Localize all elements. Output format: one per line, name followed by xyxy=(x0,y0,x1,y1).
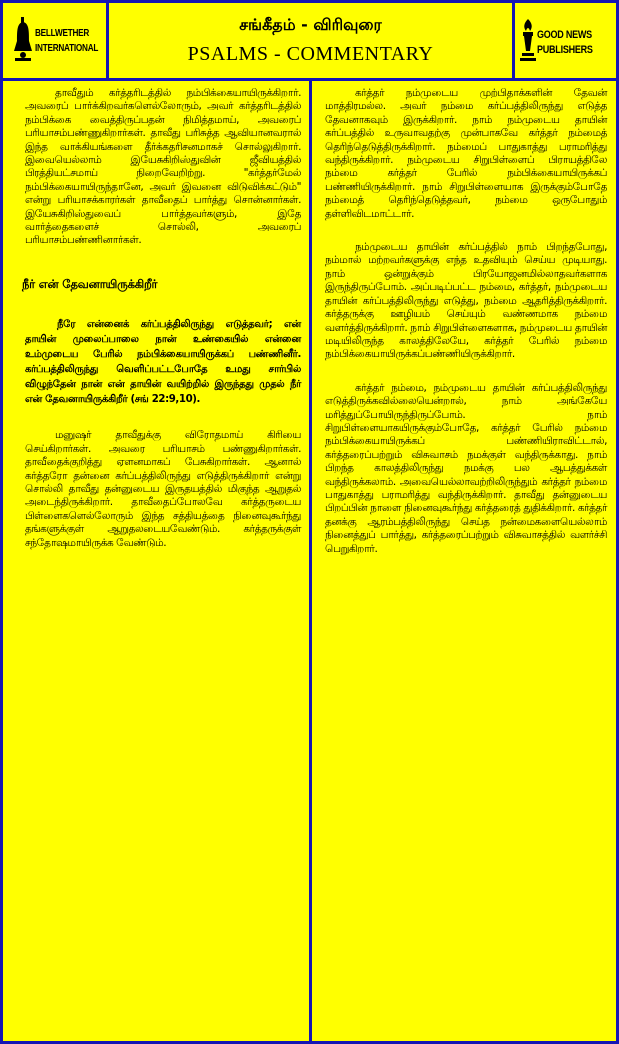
page-title-english: PSALMS - COMMENTARY xyxy=(187,43,434,65)
bellwether-logo-line2: INTERNATIONAL xyxy=(35,43,99,54)
left-column xyxy=(22,87,301,550)
good-news-logo xyxy=(512,3,616,78)
page-title-tamil: சங்கீதம் - விரிவுரை xyxy=(239,15,382,34)
scripture-quote: நீரே என்னைக் கர்ப்பத்திலிருந்து எடுத்தவர்; என் தாயின் முலைப்பாலை நான் உண்கையில் என்னை உம்முடைய பேரில் நம்பிக்கையாயிருக்கப் பண்ணினீர். கர்ப்பத்திலிருந்து வெளிப்பட்டபோதே உமது சார்பில் விழுந்தேன் நான் என் தாயின் வயிற்றில் இருந்தது முதல் நீர் என் தேவனாயிருக்கிறீர் (சங் 22:9,10). xyxy=(25,319,301,406)
left-paragraph-2: மனுஷர் தாவீதுக்கு விரோதமாய் கிரியை செய்கிறார்கள். அவரை பரியாசம் பண்ணுகிறார்கள். தாவீதைக்குறித்து ஏளனமாகப் பேசுகிறார்கள். ஆனால் கர்த்தரோ தன்னை கர்ப்பத்திலிருந்து எடுத்திருக்கிறார் என்று சொல்லி தாவீது தன்னுடைய இருதயத்தில் மிகுந்த ஆறுதல் அடைந்திருக்கிறார். தாவீதைப்போலவே கர்த்தருடைய பிள்ளைகளெல்லோரும் இந்த சத்தியத்தை நினைவுகூர்ந்து தங்களுக்குள் ஆறுதலடையவேண்டும். கர்த்தருக்குள் சந்தோஷமாயிருக்க வேண்டும். xyxy=(25,429,301,549)
bellwether-logo-line1: BELLWETHER xyxy=(35,28,90,39)
section-heading: நீர் என் தேவனாயிருக்கிறீர் xyxy=(22,276,158,291)
torch-icon xyxy=(520,19,536,61)
right-column xyxy=(325,87,607,556)
bellwether-logo xyxy=(3,3,109,78)
good-news-logo-line1: GOOD NEWS xyxy=(537,29,592,41)
page-header xyxy=(3,3,616,81)
right-paragraph-1: கர்த்தர் நம்முடைய முற்பிதாக்களின் தேவன் மாத்திரமல்ல. அவர் நம்மை கர்ப்பத்திலிருந்து எடுத்த தேவனாகவும் இருக்கிறார். நாம் நம்முடைய தாயின் கர்ப்பத்தில் உருவாவதற்கு முன்பாகவே கர்த்தர் நம்மைத் தெரிந்தெடுத்திருக்கிறார். நம்மைப் பாதுகாத்து பராமரித்து வந்திருக்கிறார். நம்முடைய சிறுபிள்ளைப் பிராயத்திலே நம்மை கர்த்தர் பேரில் நம்பிக்கையாயிருக்கப் பண்ணியிருக்கிறார். நாம் சிறுபிள்ளையாக இருக்கும்போதே நம்மைத் தெரிந்தெடுத்தவர், நம்மை ஒருபோதும் தள்ளிவிடமாட்டார். xyxy=(325,87,607,220)
bell-icon xyxy=(13,17,33,61)
right-paragraph-3: கர்த்தர் நம்மை, நம்முடைய தாயின் கர்ப்பத்திலிருந்து எடுத்திருக்கவில்லையென்றால், நாம் அங்கேயே மரித்துப்போயிருந்திருப்போம். நாம் சிறுபிள்ளையாகயிருக்கும்போதே, கர்த்தர் பேரில் நம்மை நம்பிக்கையாயிருக்கப் பண்ணியிராவிட்டால், கர்த்தரைப்பற்றும் விசுவாசம் நமக்குள் வந்திருக்காது. நாம் பிறந்த காலத்திலிருந்து நமக்கு பல ஆபத்துக்கள் வந்திருக்கலாம். அவையெல்லாவற்றிலிருந்தும் கர்த்தர் நம்மை பாதுகாத்து பராமரித்து வந்திருக்கிறார். தாவீது தன்னுடைய பிறப்பின் நாளை நினைவுகூர்ந்து கர்த்தரைத் துதிக்கிறார். கர்த்தர் தனக்கு ஆரம்பத்திலிருந்து செய்த நன்மைகளையெல்லாம் நினைத்துப் பார்த்து, கர்த்தரைப்பற்றும் விசுவாசத்தில் வளர்ச்சி பெறுகிறார். xyxy=(325,381,607,555)
title-block xyxy=(112,3,509,78)
good-news-logo-line2: PUBLISHERS xyxy=(537,44,593,56)
right-paragraph-2: நம்முடைய தாயின் கர்ப்பத்தில் நாம் பிறந்தபோது, நம்மால் மற்றவர்களுக்கு எந்த உதவியும் செய்ய முடியாது. நாம் ஒன்றுக்கும் பிரயோஜனமில்லாதவர்களாக இருந்திருப்போம். அப்படிப்பட்ட நம்மை, கர்த்தர், நம்முடைய தாயின் கர்ப்பத்திலிருந்து எடுத்து, நம்மை ஆதரித்திருக்கிறார். கர்த்தருக்கு ஊழியம் செய்யும் வண்ணமாக நம்மை வளர்த்திருக்கிறார். நாம் சிறுபிள்ளைகளாக, நம்முடைய தாயின் மடியிலிருந்த காலத்திலேயே, கர்த்தர் பேரில் நம்மை நம்பிக்கையாயிருக்கப்பண்ணியிருக்கிறார். xyxy=(325,241,607,361)
column-divider xyxy=(309,81,312,1041)
left-paragraph-1: தாவீதும் கர்த்தரிடத்தில் நம்பிக்கையாயிருக்கிறார். அவரைப் பார்க்கிறவர்களெல்லோரும், அவர் கர்த்தரிடத்தில் நம்பிக்கை வைத்திருப்பதன் நிமித்தமாய், அவரைப் பரியாசம்பண்ணுகிறார்கள். தாவீது பரிசுத்த ஆவியானவரால் இந்த வாக்கியங்களை தீர்க்கதரிசனமாகச் சொல்லுகிறார். இவையெல்லாம் இயேசுகிறிஸ்துவின் ஜீவியத்தில் பிரத்தியட்சமாய் நிறைவேறிற்று. "கர்த்தர்மேல் நம்பிக்கையாயிருந்தானே, அவர் இவனை விடுவிக்கட்டும்" என்று பரியாசக்காரர்கள் தாவீதைப் பார்த்து சொன்னார்கள். இயேசுகிறிஸ்துவைப் பார்த்தவர்களும், இதே வார்த்தைகளைச் சொல்லி, அவரைப் பரியாசம்பண்ணினார்கள். xyxy=(25,87,301,247)
